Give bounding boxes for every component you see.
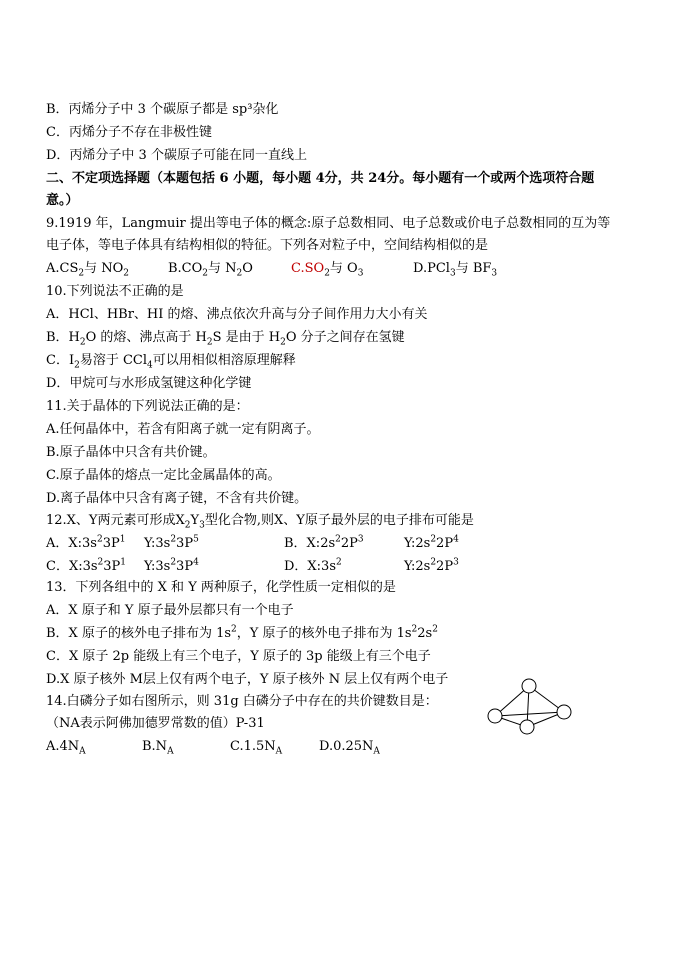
q9-options xyxy=(46,261,646,279)
q12-option-d-y: $Y:2s^22P^3$ xyxy=(404,557,459,574)
phosphorus-atom xyxy=(488,709,502,723)
q12-option-d-x: D．$X:3s^2$ xyxy=(284,557,342,574)
q9-stem-cont: 电子体，等电子体具有结构相似的特征。下列各对粒子中，空间结构相似的是 xyxy=(46,238,489,253)
q12-options-row2 xyxy=(46,559,646,577)
q10-stem: 10.下列说法不正确的是 xyxy=(46,284,184,299)
q13-stem: 13．下列各组中的 X 和 Y 两种原子，化学性质一定相似的是 xyxy=(46,580,396,595)
q9-option-c: $C.SO_2$与 $O_3$ xyxy=(291,261,364,279)
white-phosphorus-diagram xyxy=(484,676,580,740)
q12-option-a-y: $Y:3s^23P^5$ xyxy=(144,534,199,551)
q14-option-b: $B.N_A$ xyxy=(142,739,174,757)
q14-option-c: $C.1.5N_A$ xyxy=(230,739,283,757)
q11-stem: 11.关于晶体的下列说法正确的是： xyxy=(46,399,249,414)
q12-option-c-y: $Y:3s^23P^4$ xyxy=(144,557,199,574)
q12-options-row1 xyxy=(46,536,646,554)
q10-option-a: A．HCl、HBr、HI 的熔、沸点依次升高与分子间作用力大小有关 xyxy=(46,307,428,322)
q11-option-a: A.任何晶体中，若含有阳离子就一定有阴离子。 xyxy=(46,422,320,437)
q11-option-c: C.原子晶体的熔点一定比金属晶体的高。 xyxy=(46,468,281,483)
q9-option-a: $A.CS_2$与 $NO_2$ xyxy=(46,261,130,279)
q8-option-d: D．丙烯分子中 3 个碳原子可能在同一直线上 xyxy=(46,148,307,163)
q8-option-b: B．丙烯分子中 3 个碳原子都是 sp³杂化 xyxy=(46,102,279,117)
section2-heading: 二、不定项选择题（本题包括 6 小题，每小题 4分，共 24分。每小题有一个或两个选项符合题 xyxy=(46,171,595,186)
phosphorus-atom xyxy=(557,705,571,719)
q14-stem: 14.白磷分子如右图所示，则 31g 白磷分子中存在的共价键数目是： xyxy=(46,694,438,709)
q10-option-d: D．甲烷可与水形成氢键这种化学键 xyxy=(46,376,252,391)
q14-options xyxy=(46,739,446,757)
q9-option-b: $B.CO_2$与 $N_2O$ xyxy=(168,261,253,279)
q10-option-b: B．$H_2O$ 的熔、沸点高于 $H_2S$ 是由于 $H_2O$ 分子之间存在氢键 xyxy=(46,330,405,348)
q11-option-d: D.离子晶体中只含有离子键，不含有共价键。 xyxy=(46,491,308,506)
q10-option-c: C．$I_2$易溶于 CCl$_4$可以用相似相溶原理解释 xyxy=(46,353,296,371)
section2-heading-cont: 意。） xyxy=(46,193,79,208)
q8-option-c: C．丙烯分子不存在非极性键 xyxy=(46,125,212,140)
q13-option-d: D.X 原子核外 M层上仅有两个电子，Y 原子核外 N 层上仅有两个电子 xyxy=(46,672,449,687)
q14-stem-cont: （NA表示阿佛加德罗常数的值）P-31 xyxy=(46,716,265,731)
q9-stem: 9.1919 年，Langmuir 提出等电子体的概念:原子总数相同、电子总数或价电子总数相同的互为等 xyxy=(46,216,611,231)
p4-bond xyxy=(495,712,564,716)
phosphorus-atom xyxy=(520,720,534,734)
q12-option-a-x: A．$X:3s^23P^1$ xyxy=(46,534,126,551)
q13-option-b: B．X 原子的核外电子排布为 $1s^2$，Y 原子的核外电子排布为 $1s^22s^2$ xyxy=(46,624,438,641)
q12-option-b-y: $Y:2s^22P^4$ xyxy=(404,534,459,551)
q9-option-d: D.PCl$_3$与 $BF_3$ xyxy=(413,261,498,279)
q13-option-c: C．X 原子 2p 能级上有三个电子，Y 原子的 3p 能级上有三个电子 xyxy=(46,649,431,664)
q12-option-c-x: C．$X:3s^23P^1$ xyxy=(46,557,127,574)
q14-option-a: $A.4N_A$ xyxy=(46,739,86,757)
q11-option-b: B.原子晶体中只含有共价键。 xyxy=(46,445,216,460)
q12-option-b-x: B．$X:2s^22P^3$ xyxy=(284,534,364,551)
q13-option-a: A．X 原子和 Y 原子最外层都只有一个电子 xyxy=(46,603,294,618)
phosphorus-atom xyxy=(522,679,536,693)
q12-stem: 12.X、Y两元素可形成$X_2Y_3$型化合物,则X、Y原子最外层的电子排布可能是 xyxy=(46,513,474,531)
q14-option-d: $D.0.25N_A$ xyxy=(319,739,380,757)
